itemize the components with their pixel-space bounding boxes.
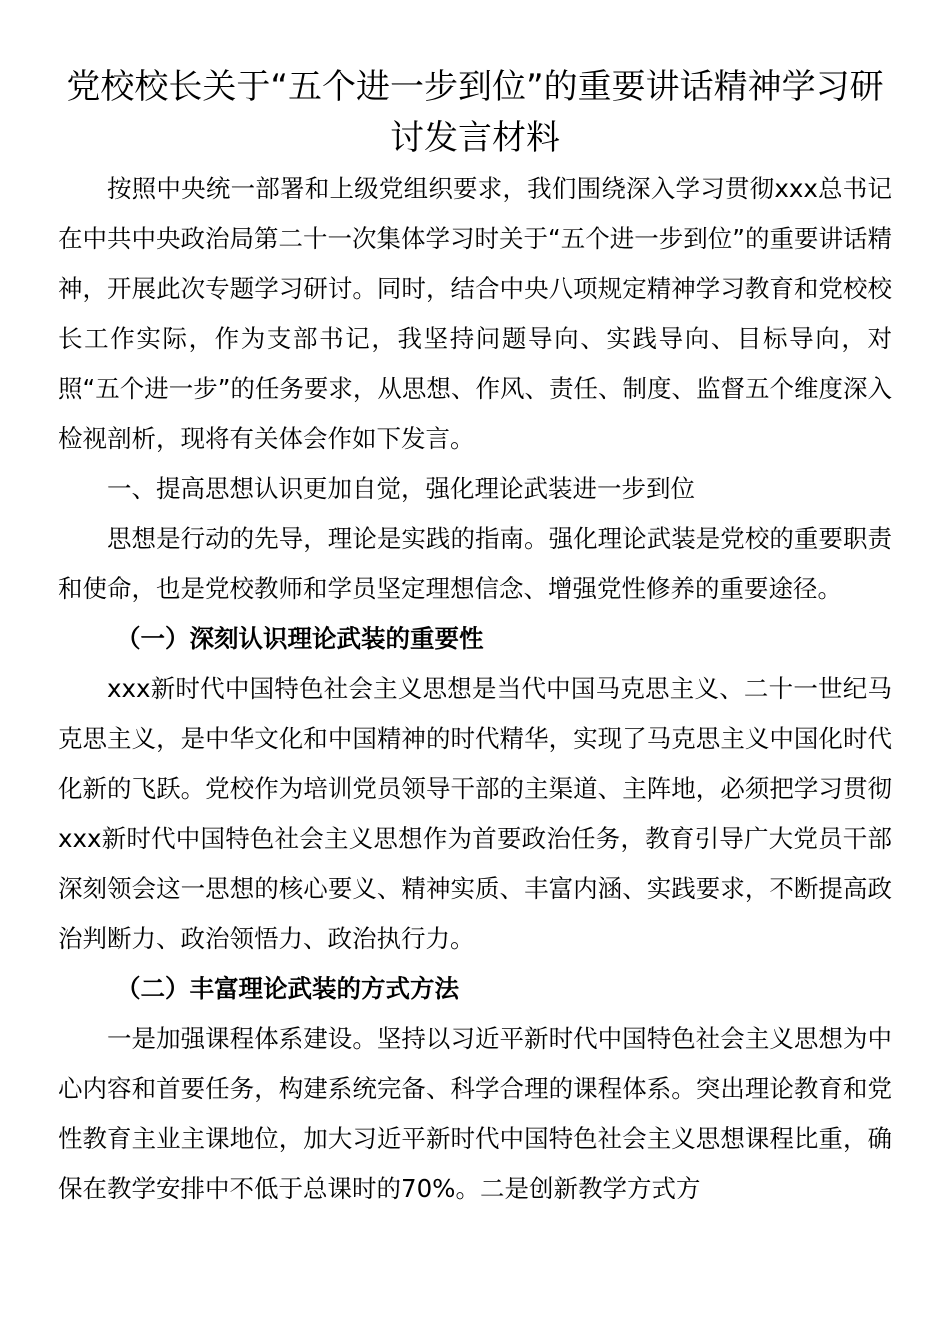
- subsection-2-paragraph: 一是加强课程体系建设。坚持以习近平新时代中国特色社会主义思想为中心内容和首要任务，构建系统完备、科学合理的课程体系。突出理论教育和党性教育主业主课地位，加大习近平新时代中国特色社会主义思想课程比重，确保在教学安排中不低于总课时的70%。二是创新教学方式方: [58, 1024, 892, 1203]
- subsection-1-paragraph: xxx新时代中国特色社会主义思想是当代中国马克思主义、二十一世纪马克思主义，是中华文化和中国精神的时代精华，实现了马克思主义中国化时代化新的飞跃。党校作为培训党员领导干部的主渠道、主阵地，必须把学习贯彻xxx新时代中国特色社会主义思想作为首要政治任务，教育引导广大党员干部深刻领会这一思想的核心要义、精神实质、丰富内涵、实践要求，不断提高政治判断力、政治领悟力、政治执行力。: [58, 674, 892, 953]
- document-page: [58, 62, 892, 1214]
- subsection-2-heading: （二）丰富理论武装的方式方法: [116, 974, 459, 1003]
- document-title: 党校校长关于“五个进一步到位”的重要讲话精神学习研讨发言材料: [66, 67, 884, 158]
- subsection-1-heading: （一）深刻认识理论武装的重要性: [116, 624, 484, 653]
- section-1-heading: 一、提高思想认识更加自觉，强化理论武装进一步到位: [107, 474, 695, 503]
- section-1-paragraph: 思想是行动的先导，理论是实践的指南。强化理论武装是党校的重要职责和使命，也是党校教师和学员坚定理想信念、增强党性修养的重要途径。: [58, 524, 892, 603]
- intro-paragraph: 按照中央统一部署和上级党组织要求，我们围绕深入学习贯彻xxx总书记在中共中央政治局第二十一次集体学习时关于“五个进一步到位”的重要讲话精神，开展此次专题学习研讨。同时，结合中央八项规定精神学习教育和党校校长工作实际，作为支部书记，我坚持问题导向、实践导向、目标导向，对照“五个进一步”的任务要求，从思想、作风、责任、制度、监督五个维度深入检视剖析，现将有关体会作如下发言。: [58, 174, 892, 453]
